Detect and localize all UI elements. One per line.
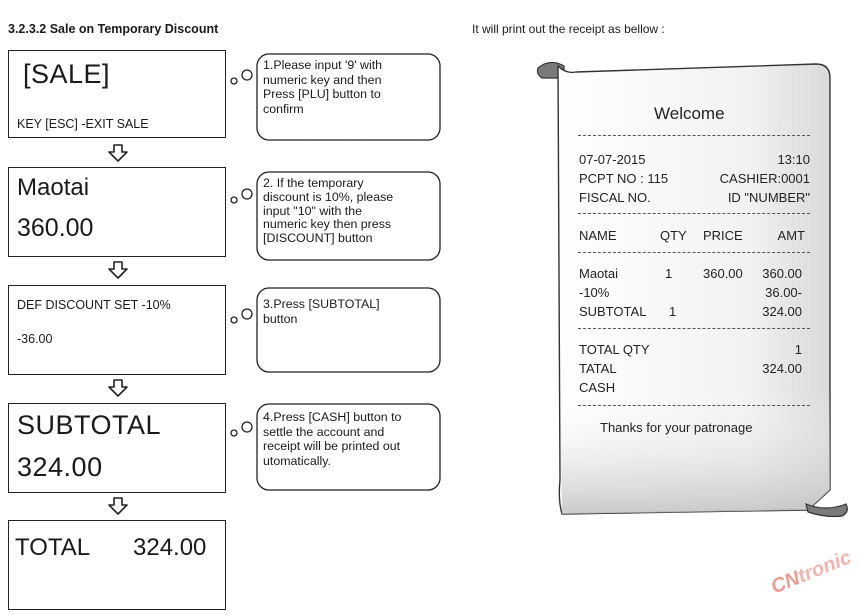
display-line-item-price: 360.00 [17, 214, 94, 242]
receipt-date: 07-07-2015 [579, 152, 646, 167]
receipt-header-price: PRICE [703, 228, 743, 243]
receipt-cash-label: CASH [579, 380, 616, 395]
receipt-divider [578, 405, 810, 406]
receipt-item-name: Maotai [579, 266, 619, 281]
receipt-divider [578, 213, 810, 214]
receipt-discount-label: -10% [579, 285, 610, 300]
display-screen-discount [8, 285, 226, 375]
receipt-intro-text: It will print out the receipt as bellow : [472, 22, 665, 36]
receipt-thanks: Thanks for your patronage [600, 420, 753, 435]
watermark-logo: CNtronic [768, 546, 855, 599]
receipt-total-qty-value: 1 [794, 342, 802, 357]
step-3-text: 3.Press [SUBTOTAL] button [263, 297, 380, 326]
receipt-total-qty-label: TOTAL QTY [579, 342, 650, 357]
receipt-fiscal-no: FISCAL NO. [579, 190, 651, 205]
display-screen-item [8, 167, 226, 257]
display-line-sale: [SALE] [23, 59, 111, 89]
display-line-subtotal-amount: 324.00 [17, 452, 103, 482]
receipt-subtotal-label: SUBTOTAL [579, 304, 647, 319]
down-arrow-icon [108, 144, 128, 162]
down-arrow-icon [108, 379, 128, 397]
display-screen-sale [8, 50, 226, 138]
display-line-subtotal: SUBTOTAL [17, 410, 162, 440]
step-4-text: 4.Press [CASH] button to settle the account and receipt will be printed out utomatically. [263, 410, 402, 468]
receipt-discount-amount: 36.00- [765, 285, 802, 300]
receipt-item-qty: 1 [665, 266, 673, 281]
display-line-item-name: Maotai [17, 174, 90, 201]
receipt-cashier: CASHIER:0001 [719, 171, 810, 186]
receipt-divider [578, 135, 810, 136]
receipt-total-value: 324.00 [762, 361, 802, 376]
display-line-exit: KEY [ESC] -EXIT SALE [17, 117, 149, 131]
receipt-divider [578, 328, 810, 329]
display-line-discount-amount: -36.00 [17, 332, 53, 346]
receipt-header-qty: QTY [660, 228, 687, 243]
receipt-divider [578, 252, 810, 253]
display-screen-total [8, 520, 226, 610]
receipt-item-amt: 360.00 [762, 266, 802, 281]
receipt-pcpt-no: PCPT NO : 115 [579, 171, 669, 186]
display-line-discount-set: DEF DISCOUNT SET -10% [17, 298, 171, 312]
receipt-total-label: TATAL [579, 361, 617, 376]
receipt-welcome: Welcome [654, 104, 725, 123]
receipt-subtotal-qty: 1 [669, 304, 677, 319]
display-line-total-label: TOTAL [15, 534, 91, 561]
display-screen-subtotal [8, 403, 226, 493]
display-line-total-value: 324.00 [133, 534, 207, 561]
receipt-subtotal-amount: 324.00 [762, 304, 802, 319]
section-title: 3.2.3.2 Sale on Temporary Discount [8, 22, 219, 36]
receipt-header-amt: AMT [777, 228, 805, 243]
receipt-header-name: NAME [579, 228, 617, 243]
receipt-time: 13:10 [777, 152, 810, 167]
step-2-text: 2. If the temporary discount is 10%, please input "10" with the numeric key then press [DISCOUNT] button [263, 176, 394, 246]
receipt-id: ID "NUMBER" [727, 190, 810, 205]
step-1-text: 1.Please input '9' with numeric key and then Press [PLU] button to confirm [263, 58, 383, 116]
receipt-item-price: 360.00 [703, 266, 743, 281]
down-arrow-icon [108, 497, 128, 515]
down-arrow-icon [108, 261, 128, 279]
